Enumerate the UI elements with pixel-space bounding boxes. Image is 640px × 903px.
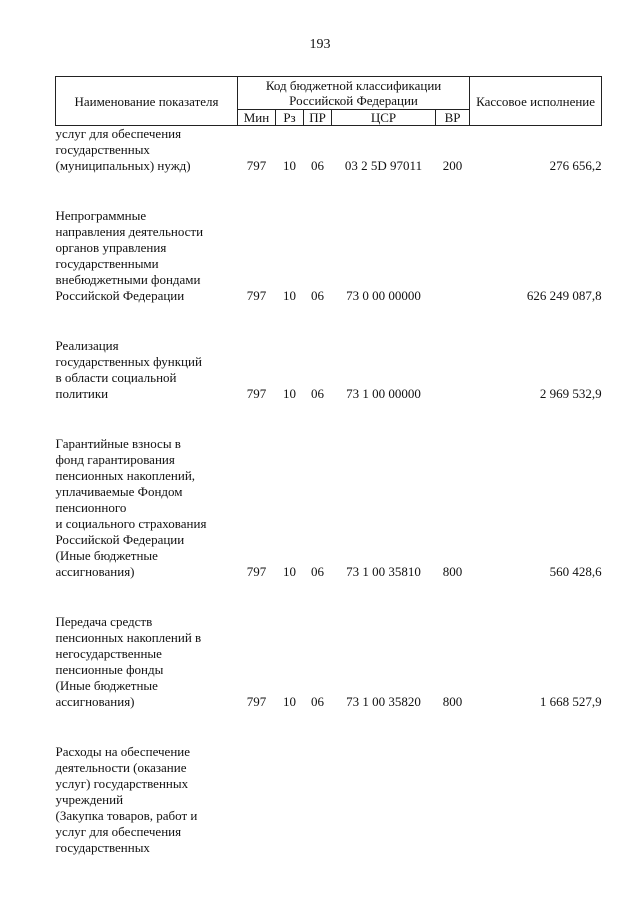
cash-execution-amount: 276 656,2 — [549, 158, 602, 173]
indicator-name — [56, 710, 238, 856]
table-row — [56, 710, 602, 856]
cash-execution-amount: 1 668 527,9 — [539, 694, 602, 709]
indicator-name-line: направления деятельности — [55, 224, 204, 239]
header-vr: ВР — [436, 110, 470, 126]
target-article-code — [332, 710, 436, 856]
indicator-name-line: органов управления — [55, 240, 167, 255]
expense-type-code — [436, 304, 470, 402]
subsection-code — [304, 710, 332, 856]
section-code: 10 — [283, 564, 296, 579]
budget-table — [55, 76, 602, 856]
target-article-code: 73 1 00 35820 — [346, 694, 421, 709]
indicator-name-line: в области социальной — [55, 370, 177, 385]
expense-type-code: 800 — [442, 564, 463, 579]
indicator-name-line: пенсионного — [55, 500, 127, 515]
indicator-name-line: и социального страхования — [55, 516, 207, 531]
target-article-code: 73 1 00 35810 — [346, 564, 421, 579]
header-min: Мин — [238, 110, 276, 126]
indicator-name-line: пенсионных накоплений в — [55, 630, 202, 645]
indicator-name-line: политики — [55, 386, 109, 401]
indicator-name-line: (муниципальных) нужд) — [55, 158, 191, 173]
subsection-code: 06 — [311, 288, 324, 303]
table-row — [56, 174, 602, 304]
section-code: 10 — [283, 386, 296, 401]
cash-execution-amount: 2 969 532,9 — [539, 386, 602, 401]
indicator-name — [56, 402, 238, 580]
indicator-name-line: уплачиваемые Фондом — [55, 484, 183, 499]
ministry-code: 797 — [246, 158, 267, 173]
cash-execution-amount: 626 249 087,8 — [526, 288, 602, 303]
indicator-name-line: внебюджетными фондами — [55, 272, 201, 287]
indicator-name-line: государственных функций — [55, 354, 202, 369]
indicator-name-line: государственных — [55, 142, 150, 157]
section-code: 10 — [283, 694, 296, 709]
target-article-code: 73 0 00 00000 — [346, 288, 421, 303]
ministry-code: 797 — [246, 564, 267, 579]
indicator-name-line: государственными — [55, 256, 159, 271]
section-code — [276, 710, 304, 856]
indicator-name-line: пенсионные фонды — [55, 662, 164, 677]
header-pr: ПР — [304, 110, 332, 126]
indicator-name-line: Передача средств — [55, 614, 153, 629]
ministry-code: 797 — [246, 386, 267, 401]
target-article-code: 73 1 00 00000 — [346, 386, 421, 401]
cash-execution-amount: 560 428,6 — [549, 564, 602, 579]
indicator-name-line: деятельности (оказание — [55, 760, 187, 775]
page-number: 193 — [309, 37, 331, 52]
section-code: 10 — [283, 288, 296, 303]
header-csr: ЦСР — [332, 110, 436, 126]
table-header — [56, 77, 602, 126]
indicator-name-line: (Иные бюджетные — [55, 548, 158, 563]
indicator-name-line: Непрограммные — [55, 208, 147, 223]
indicator-name — [56, 304, 238, 402]
indicator-name — [56, 580, 238, 710]
indicator-name-line: услуг) государственных — [55, 776, 189, 791]
indicator-name-line: Российской Федерации — [55, 532, 185, 547]
expense-type-code — [436, 174, 470, 304]
indicator-name-line: фонд гарантирования — [55, 452, 175, 467]
expense-type-code: 200 — [442, 158, 463, 173]
header-code-group: Код бюджетной классификации Российской Федерации — [238, 77, 470, 110]
indicator-name-line: (Закупка товаров, работ и — [55, 808, 198, 823]
cash-execution-amount — [470, 710, 602, 856]
section-code: 10 — [283, 158, 296, 173]
indicator-name — [56, 174, 238, 304]
indicator-name-line: услуг для обеспечения — [55, 126, 182, 141]
header-name: Наименование показателя — [56, 77, 238, 126]
expense-type-code: 800 — [442, 694, 463, 709]
indicator-name-line: Гарантийные взносы в — [55, 436, 181, 451]
table-body — [56, 126, 602, 857]
indicator-name — [56, 126, 238, 175]
subsection-code: 06 — [311, 158, 324, 173]
indicator-name-line: пенсионных накоплений, — [55, 468, 196, 483]
ministry-code — [238, 710, 276, 856]
indicator-name-line: (Иные бюджетные — [55, 678, 158, 693]
header-rz: Рз — [276, 110, 304, 126]
indicator-name-line: Реализация — [55, 338, 119, 353]
indicator-name-line: ассигнования) — [55, 694, 135, 709]
table-row — [56, 402, 602, 580]
indicator-name-line: государственных — [55, 840, 150, 855]
indicator-name-line: ассигнования) — [55, 564, 135, 579]
ministry-code: 797 — [246, 288, 267, 303]
target-article-code: 03 2 5D 97011 — [344, 158, 423, 173]
ministry-code: 797 — [246, 694, 267, 709]
table-row — [56, 580, 602, 710]
subsection-code: 06 — [311, 694, 324, 709]
indicator-name-line: услуг для обеспечения — [55, 824, 182, 839]
header-amount: Кассовое исполнение — [470, 77, 602, 126]
indicator-name-line: учреждений — [55, 792, 124, 807]
subsection-code: 06 — [311, 386, 324, 401]
table-row — [56, 304, 602, 402]
subsection-code: 06 — [311, 564, 324, 579]
indicator-name-line: Расходы на обеспечение — [55, 744, 191, 759]
indicator-name-line: негосударственные — [55, 646, 162, 661]
expense-type-code — [436, 710, 470, 856]
indicator-name-line: Российской Федерации — [55, 288, 185, 303]
table-row — [56, 126, 602, 175]
